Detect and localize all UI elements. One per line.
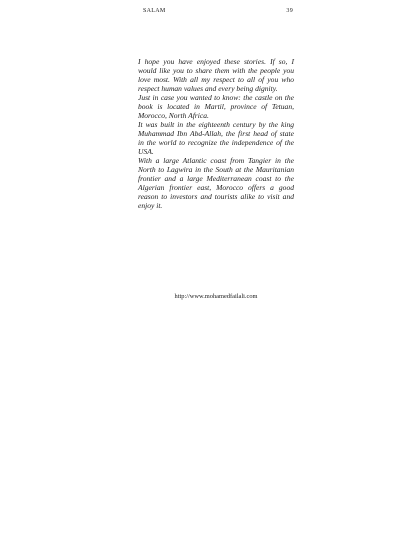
page-number: 39	[286, 8, 293, 14]
running-title: SALAM	[143, 8, 166, 14]
paragraph-morocco-coast: With a large Atlantic coast from Tangier in the North to Lagwira in the South at the Mauritanian frontier and a large Mediterranean coast to the Algerian frontier east, Morocco offers a good reason to investors and tourists alike to visit and enjoy it.	[138, 156, 294, 210]
paragraph-closing-note: I hope you have enjoyed these stories. If so, I would like you to share them with the people you love most. With all my respect to all of you who respect human values and every being dignity.	[138, 57, 294, 93]
paragraph-castle-location: Just in case you wanted to know: the castle on the book is located in Martil, province of Tetuan, Morocco, North Africa.	[138, 93, 294, 120]
website-link[interactable]: http://www.mohamedfailali.com	[174, 293, 258, 300]
body-text	[138, 57, 294, 210]
running-header	[143, 8, 293, 20]
paragraph-castle-history: It was built in the eighteenth century by the king Muhammad Ibn Abd-Allah, the first head of state in the world to recognize the independence of the USA.	[138, 120, 294, 156]
